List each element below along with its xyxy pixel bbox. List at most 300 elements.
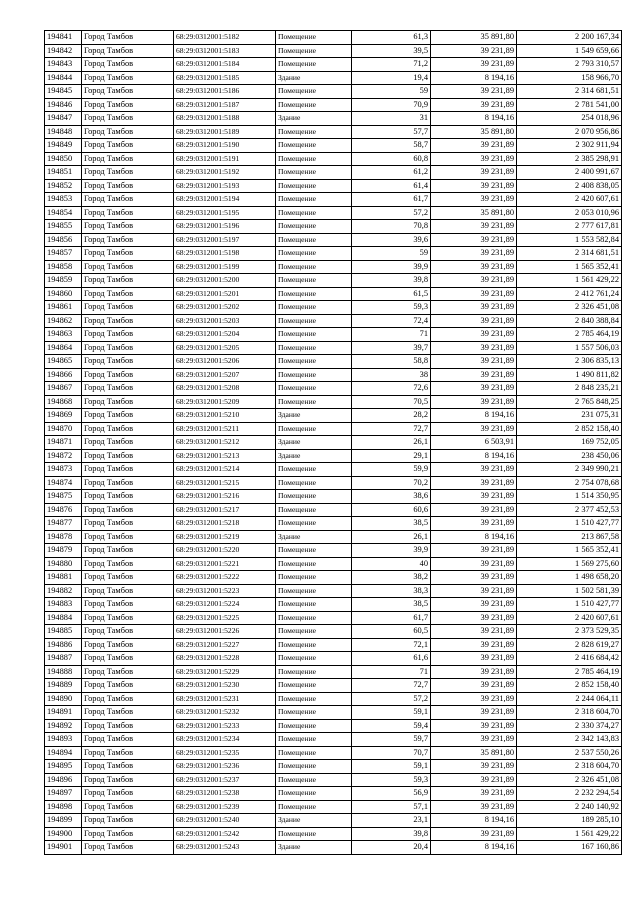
object-type-cell: Здание [276,814,352,828]
unit-value-cell: 8 194,16 [431,112,517,126]
row-number-cell: 194879 [45,544,82,558]
cadastral-number-cell: 68:29:0312001:5183 [174,44,276,58]
city-cell: Город Тамбов [82,166,174,180]
cadastral-value-cell: 2 765 848,25 [517,395,622,409]
cadastral-value-cell: 2 232 294,54 [517,787,622,801]
table-row [45,125,622,139]
row-number-cell: 194854 [45,206,82,220]
table-row [45,274,622,288]
city-cell: Город Тамбов [82,247,174,261]
area-cell: 59,7 [352,733,431,747]
row-number-cell: 194848 [45,125,82,139]
row-number-cell: 194868 [45,395,82,409]
object-type-cell: Помещение [276,233,352,247]
row-number-cell: 194896 [45,773,82,787]
cadastral-number-cell: 68:29:0312001:5201 [174,287,276,301]
cadastral-number-cell: 68:29:0312001:5196 [174,220,276,234]
table-row [45,503,622,517]
row-number-cell: 194889 [45,679,82,693]
cadastral-value-cell: 167 160,86 [517,841,622,855]
cadastral-value-cell: 2 412 761,24 [517,287,622,301]
cadastral-value-cell: 2 314 681,51 [517,85,622,99]
cadastral-number-cell: 68:29:0312001:5228 [174,652,276,666]
city-cell: Город Тамбов [82,692,174,706]
unit-value-cell: 39 231,89 [431,611,517,625]
table-row [45,611,622,625]
object-type-cell: Помещение [276,166,352,180]
unit-value-cell: 39 231,89 [431,233,517,247]
city-cell: Город Тамбов [82,584,174,598]
cadastral-number-cell: 68:29:0312001:5213 [174,449,276,463]
object-type-cell: Помещение [276,476,352,490]
area-cell: 61,7 [352,193,431,207]
cadastral-number-cell: 68:29:0312001:5200 [174,274,276,288]
row-number-cell: 194895 [45,760,82,774]
object-type-cell: Помещение [276,220,352,234]
unit-value-cell: 39 231,89 [431,490,517,504]
unit-value-cell: 6 503,91 [431,436,517,450]
cadastral-number-cell: 68:29:0312001:5238 [174,787,276,801]
cadastral-number-cell: 68:29:0312001:5197 [174,233,276,247]
city-cell: Город Тамбов [82,719,174,733]
cadastral-number-cell: 68:29:0312001:5185 [174,71,276,85]
object-type-cell: Помещение [276,314,352,328]
cadastral-value-cell: 2 053 010,96 [517,206,622,220]
cadastral-number-cell: 68:29:0312001:5233 [174,719,276,733]
cadastral-number-cell: 68:29:0312001:5186 [174,85,276,99]
area-cell: 20,4 [352,841,431,855]
city-cell: Город Тамбов [82,139,174,153]
table-row [45,625,622,639]
area-cell: 61,7 [352,611,431,625]
area-cell: 57,7 [352,125,431,139]
object-type-cell: Помещение [276,503,352,517]
cadastral-number-cell: 68:29:0312001:5227 [174,638,276,652]
unit-value-cell: 39 231,89 [431,517,517,531]
city-cell: Город Тамбов [82,44,174,58]
cadastral-number-cell: 68:29:0312001:5237 [174,773,276,787]
cadastral-number-cell: 68:29:0312001:5191 [174,152,276,166]
object-type-cell: Здание [276,530,352,544]
area-cell: 71,2 [352,58,431,72]
cadastral-value-cell: 2 200 167,34 [517,31,622,45]
area-cell: 72,7 [352,422,431,436]
area-cell: 26,1 [352,436,431,450]
table-row [45,787,622,801]
object-type-cell: Здание [276,409,352,423]
table-row [45,557,622,571]
area-cell: 19,4 [352,71,431,85]
unit-value-cell: 39 231,89 [431,220,517,234]
city-cell: Город Тамбов [82,112,174,126]
area-cell: 60,6 [352,503,431,517]
cadastral-value-cell: 2 326 451,08 [517,773,622,787]
object-type-cell: Помещение [276,382,352,396]
cadastral-number-cell: 68:29:0312001:5209 [174,395,276,409]
table-row [45,368,622,382]
object-type-cell: Помещение [276,193,352,207]
unit-value-cell: 39 231,89 [431,247,517,261]
table-row [45,287,622,301]
row-number-cell: 194871 [45,436,82,450]
cadastral-number-cell: 68:29:0312001:5217 [174,503,276,517]
object-type-cell: Помещение [276,341,352,355]
unit-value-cell: 39 231,89 [431,584,517,598]
row-number-cell: 194880 [45,557,82,571]
unit-value-cell: 35 891,80 [431,206,517,220]
object-type-cell: Помещение [276,692,352,706]
row-number-cell: 194870 [45,422,82,436]
row-number-cell: 194869 [45,409,82,423]
cadastral-number-cell: 68:29:0312001:5202 [174,301,276,315]
object-type-cell: Помещение [276,584,352,598]
city-cell: Город Тамбов [82,760,174,774]
city-cell: Город Тамбов [82,746,174,760]
cadastral-number-cell: 68:29:0312001:5234 [174,733,276,747]
city-cell: Город Тамбов [82,449,174,463]
unit-value-cell: 39 231,89 [431,787,517,801]
row-number-cell: 194890 [45,692,82,706]
table-row [45,409,622,423]
area-cell: 40 [352,557,431,571]
cadastral-number-cell: 68:29:0312001:5188 [174,112,276,126]
city-cell: Город Тамбов [82,476,174,490]
area-cell: 72,6 [352,382,431,396]
city-cell: Город Тамбов [82,287,174,301]
cadastral-number-cell: 68:29:0312001:5184 [174,58,276,72]
unit-value-cell: 39 231,89 [431,287,517,301]
row-number-cell: 194853 [45,193,82,207]
object-type-cell: Помещение [276,598,352,612]
cadastral-value-cell: 2 385 298,91 [517,152,622,166]
table-row [45,193,622,207]
cadastral-value-cell: 169 752,05 [517,436,622,450]
table-row [45,355,622,369]
cadastral-value-cell: 2 420 607,61 [517,611,622,625]
cadastral-value-cell: 2 373 529,35 [517,625,622,639]
table-row [45,58,622,72]
cadastral-number-cell: 68:29:0312001:5198 [174,247,276,261]
row-number-cell: 194886 [45,638,82,652]
unit-value-cell: 8 194,16 [431,814,517,828]
table-row [45,746,622,760]
table-row [45,814,622,828]
row-number-cell: 194878 [45,530,82,544]
area-cell: 57,1 [352,800,431,814]
object-type-cell: Помещение [276,719,352,733]
area-cell: 61,2 [352,166,431,180]
object-type-cell: Помещение [276,274,352,288]
cadastral-number-cell: 68:29:0312001:5214 [174,463,276,477]
object-type-cell: Здание [276,449,352,463]
row-number-cell: 194859 [45,274,82,288]
city-cell: Город Тамбов [82,31,174,45]
area-cell: 39,9 [352,544,431,558]
unit-value-cell: 39 231,89 [431,679,517,693]
city-cell: Город Тамбов [82,260,174,274]
row-number-cell: 194855 [45,220,82,234]
row-number-cell: 194861 [45,301,82,315]
row-number-cell: 194863 [45,328,82,342]
area-cell: 61,3 [352,31,431,45]
unit-value-cell: 39 231,89 [431,422,517,436]
row-number-cell: 194882 [45,584,82,598]
area-cell: 71 [352,328,431,342]
area-cell: 57,2 [352,206,431,220]
table-row [45,449,622,463]
object-type-cell: Помещение [276,787,352,801]
cadastral-value-cell: 2 318 604,70 [517,706,622,720]
table-row [45,206,622,220]
table-row [45,179,622,193]
table-row [45,584,622,598]
row-number-cell: 194892 [45,719,82,733]
object-type-cell: Здание [276,436,352,450]
area-cell: 38,6 [352,490,431,504]
object-type-cell: Помещение [276,179,352,193]
table-row [45,314,622,328]
table-row [45,260,622,274]
row-number-cell: 194887 [45,652,82,666]
table-row [45,71,622,85]
row-number-cell: 194850 [45,152,82,166]
table-row [45,395,622,409]
object-type-cell: Помещение [276,260,352,274]
object-type-cell: Помещение [276,625,352,639]
cadastral-number-cell: 68:29:0312001:5208 [174,382,276,396]
cadastral-value-cell: 2 793 310,57 [517,58,622,72]
unit-value-cell: 39 231,89 [431,301,517,315]
object-type-cell: Помещение [276,665,352,679]
cadastral-value-cell: 158 966,70 [517,71,622,85]
row-number-cell: 194851 [45,166,82,180]
city-cell: Город Тамбов [82,841,174,855]
unit-value-cell: 39 231,89 [431,85,517,99]
cadastral-value-cell: 2 240 140,92 [517,800,622,814]
cadastral-number-cell: 68:29:0312001:5230 [174,679,276,693]
cadastral-number-cell: 68:29:0312001:5216 [174,490,276,504]
cadastral-value-cell: 2 785 464,19 [517,328,622,342]
object-type-cell: Помещение [276,773,352,787]
cadastral-value-cell: 1 490 811,82 [517,368,622,382]
unit-value-cell: 8 194,16 [431,409,517,423]
cadastral-number-cell: 68:29:0312001:5215 [174,476,276,490]
unit-value-cell: 39 231,89 [431,476,517,490]
area-cell: 29,1 [352,449,431,463]
cadastral-number-cell: 68:29:0312001:5195 [174,206,276,220]
document-page [44,30,621,855]
row-number-cell: 194881 [45,571,82,585]
row-number-cell: 194860 [45,287,82,301]
cadastral-value-cell: 2 777 617,81 [517,220,622,234]
table-row [45,382,622,396]
table-row [45,490,622,504]
unit-value-cell: 39 231,89 [431,719,517,733]
table-row [45,436,622,450]
row-number-cell: 194847 [45,112,82,126]
cadastral-value-cell: 2 244 064,11 [517,692,622,706]
cadastral-value-cell: 2 318 604,70 [517,760,622,774]
city-cell: Город Тамбов [82,733,174,747]
area-cell: 59,9 [352,463,431,477]
unit-value-cell: 39 231,89 [431,598,517,612]
area-cell: 26,1 [352,530,431,544]
city-cell: Город Тамбов [82,800,174,814]
unit-value-cell: 39 231,89 [431,58,517,72]
object-type-cell: Здание [276,841,352,855]
area-cell: 38,5 [352,517,431,531]
area-cell: 59 [352,247,431,261]
cadastral-value-cell: 2 537 550,26 [517,746,622,760]
unit-value-cell: 39 231,89 [431,314,517,328]
cadastral-value-cell: 2 781 541,00 [517,98,622,112]
unit-value-cell: 35 891,80 [431,31,517,45]
cadastral-value-cell: 2 754 078,68 [517,476,622,490]
table-row [45,706,622,720]
cadastral-value-cell: 1 565 352,41 [517,260,622,274]
area-cell: 56,9 [352,787,431,801]
cadastral-value-cell: 2 377 452,53 [517,503,622,517]
table-row [45,422,622,436]
unit-value-cell: 39 231,89 [431,665,517,679]
unit-value-cell: 39 231,89 [431,706,517,720]
table-row [45,341,622,355]
cadastral-value-cell: 254 018,96 [517,112,622,126]
area-cell: 58,7 [352,139,431,153]
table-row [45,544,622,558]
unit-value-cell: 8 194,16 [431,449,517,463]
table-row [45,85,622,99]
object-type-cell: Помещение [276,368,352,382]
object-type-cell: Помещение [276,206,352,220]
object-type-cell: Помещение [276,355,352,369]
row-number-cell: 194876 [45,503,82,517]
row-number-cell: 194901 [45,841,82,855]
area-cell: 59,3 [352,301,431,315]
table-row [45,665,622,679]
table-row [45,679,622,693]
object-type-cell: Помещение [276,395,352,409]
cadastral-number-cell: 68:29:0312001:5220 [174,544,276,558]
row-number-cell: 194862 [45,314,82,328]
area-cell: 72,4 [352,314,431,328]
city-cell: Город Тамбов [82,233,174,247]
area-cell: 59 [352,85,431,99]
area-cell: 61,5 [352,287,431,301]
city-cell: Город Тамбов [82,571,174,585]
row-number-cell: 194883 [45,598,82,612]
unit-value-cell: 39 231,89 [431,139,517,153]
unit-value-cell: 39 231,89 [431,382,517,396]
table-row [45,247,622,261]
area-cell: 23,1 [352,814,431,828]
city-cell: Город Тамбов [82,638,174,652]
unit-value-cell: 39 231,89 [431,355,517,369]
city-cell: Город Тамбов [82,274,174,288]
object-type-cell: Помещение [276,611,352,625]
unit-value-cell: 39 231,89 [431,773,517,787]
table-row [45,98,622,112]
table-row [45,841,622,855]
city-cell: Город Тамбов [82,382,174,396]
city-cell: Город Тамбов [82,395,174,409]
row-number-cell: 194846 [45,98,82,112]
city-cell: Город Тамбов [82,193,174,207]
cadastral-value-cell: 1 549 659,66 [517,44,622,58]
city-cell: Город Тамбов [82,179,174,193]
row-number-cell: 194888 [45,665,82,679]
city-cell: Город Тамбов [82,544,174,558]
area-cell: 28,2 [352,409,431,423]
object-type-cell: Помещение [276,85,352,99]
row-number-cell: 194893 [45,733,82,747]
city-cell: Город Тамбов [82,328,174,342]
unit-value-cell: 39 231,89 [431,544,517,558]
table-row [45,152,622,166]
cadastral-number-cell: 68:29:0312001:5190 [174,139,276,153]
area-cell: 39,5 [352,44,431,58]
unit-value-cell: 39 231,89 [431,341,517,355]
table-row [45,517,622,531]
cadastral-value-table [44,30,622,855]
row-number-cell: 194864 [45,341,82,355]
row-number-cell: 194857 [45,247,82,261]
cadastral-value-cell: 238 450,06 [517,449,622,463]
city-cell: Город Тамбов [82,463,174,477]
unit-value-cell: 39 231,89 [431,800,517,814]
unit-value-cell: 39 231,89 [431,638,517,652]
row-number-cell: 194885 [45,625,82,639]
city-cell: Город Тамбов [82,85,174,99]
row-number-cell: 194874 [45,476,82,490]
row-number-cell: 194891 [45,706,82,720]
unit-value-cell: 39 231,89 [431,571,517,585]
cadastral-number-cell: 68:29:0312001:5232 [174,706,276,720]
table-row [45,476,622,490]
table-row [45,31,622,45]
city-cell: Город Тамбов [82,490,174,504]
row-number-cell: 194900 [45,827,82,841]
unit-value-cell: 39 231,89 [431,827,517,841]
cadastral-number-cell: 68:29:0312001:5211 [174,422,276,436]
area-cell: 59,4 [352,719,431,733]
area-cell: 39,8 [352,274,431,288]
cadastral-value-cell: 1 502 581,39 [517,584,622,598]
object-type-cell: Помещение [276,287,352,301]
object-type-cell: Помещение [276,517,352,531]
city-cell: Город Тамбов [82,368,174,382]
cadastral-value-cell: 1 561 429,22 [517,274,622,288]
cadastral-value-cell: 2 420 607,61 [517,193,622,207]
unit-value-cell: 39 231,89 [431,166,517,180]
unit-value-cell: 39 231,89 [431,44,517,58]
unit-value-cell: 39 231,89 [431,557,517,571]
city-cell: Город Тамбов [82,301,174,315]
city-cell: Город Тамбов [82,98,174,112]
cadastral-value-cell: 2 852 158,40 [517,422,622,436]
unit-value-cell: 39 231,89 [431,328,517,342]
area-cell: 59,1 [352,760,431,774]
table-row [45,800,622,814]
city-cell: Город Тамбов [82,517,174,531]
row-number-cell: 194873 [45,463,82,477]
area-cell: 59,1 [352,706,431,720]
object-type-cell: Помещение [276,422,352,436]
cadastral-value-cell: 231 075,31 [517,409,622,423]
cadastral-number-cell: 68:29:0312001:5222 [174,571,276,585]
area-cell: 72,7 [352,679,431,693]
cadastral-value-cell: 2 342 143,83 [517,733,622,747]
